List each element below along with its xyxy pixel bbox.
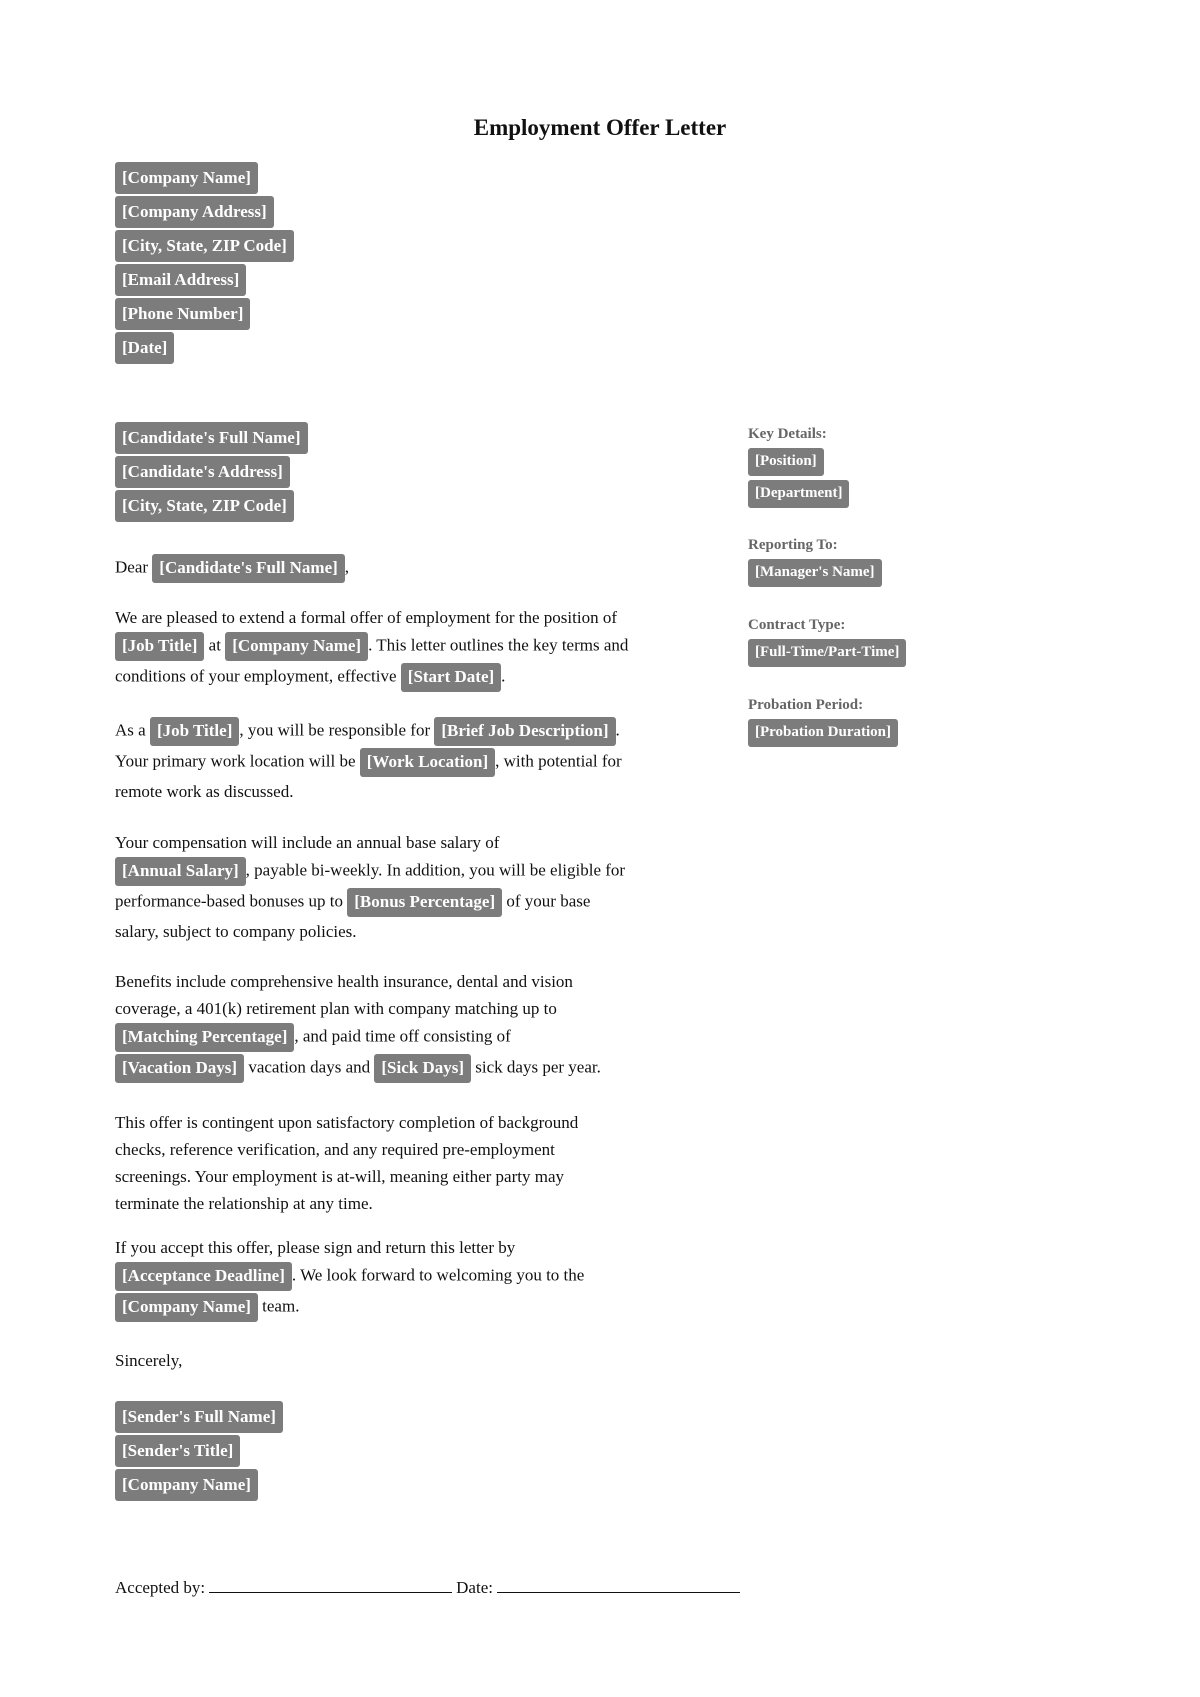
company-info-block <box>115 162 294 366</box>
greeting-prefix: Dear <box>115 557 149 577</box>
greeting-suffix: , <box>344 557 350 577</box>
sidebar-label: Reporting To: <box>748 537 838 553</box>
greeting-name-placeholder[interactable]: [Candidate's Full Name] <box>152 554 345 583</box>
paragraph-responsibilities <box>115 716 660 805</box>
sidebar-label: Key Details: <box>748 426 827 442</box>
text-line: coverage, a 401(k) retirement plan with company matching up to <box>115 999 557 1018</box>
text-line: terminate the relationship at any time. <box>115 1194 373 1213</box>
company-email-placeholder[interactable]: [Email Address] <box>115 264 246 296</box>
text-line: checks, reference verification, and any required pre-employment <box>115 1140 555 1159</box>
sidebar-reporting-to <box>748 535 1008 587</box>
department-placeholder[interactable]: [Department] <box>748 480 849 508</box>
candidate-info-block <box>115 422 308 524</box>
text-line: We are pleased to extend a formal offer of employment for the position of <box>115 608 618 627</box>
company-name-placeholder[interactable]: [Company Name] <box>225 632 368 661</box>
sidebar-probation-period <box>748 695 1008 747</box>
signature-block <box>115 1401 283 1503</box>
sidebar-label: Probation Period: <box>748 697 864 713</box>
text-segment: of your base <box>506 891 591 911</box>
sick-days-placeholder[interactable]: [Sick Days] <box>374 1054 471 1083</box>
company-city-placeholder[interactable]: [City, State, ZIP Code] <box>115 230 294 262</box>
text-line: screenings. Your employment is at-will, meaning either party may <box>115 1167 564 1186</box>
date-blank[interactable] <box>497 1576 740 1593</box>
contract-type-placeholder[interactable]: [Full-Time/Part-Time] <box>748 639 906 667</box>
paragraph-compensation <box>115 829 660 945</box>
bonus-percentage-placeholder[interactable]: [Bonus Percentage] <box>347 888 502 917</box>
vacation-days-placeholder[interactable]: [Vacation Days] <box>115 1054 244 1083</box>
text-line: salary, subject to company policies. <box>115 922 357 941</box>
candidate-city-placeholder[interactable]: [City, State, ZIP Code] <box>115 490 294 522</box>
company-phone-placeholder[interactable]: [Phone Number] <box>115 298 250 330</box>
work-location-placeholder[interactable]: [Work Location] <box>360 748 495 777</box>
paragraph-contingency <box>115 1109 660 1217</box>
manager-name-placeholder[interactable]: [Manager's Name] <box>748 559 882 587</box>
sender-name-placeholder[interactable]: [Sender's Full Name] <box>115 1401 283 1433</box>
paragraph-acceptance <box>115 1234 660 1323</box>
document-title: Employment Offer Letter <box>473 115 727 140</box>
candidate-name-placeholder[interactable]: [Candidate's Full Name] <box>115 422 308 454</box>
closing: Sincerely, <box>115 1351 183 1370</box>
company-address-placeholder[interactable]: [Company Address] <box>115 196 274 228</box>
text-segment: . We look forward to welcoming you to the <box>291 1265 585 1285</box>
company-name-placeholder[interactable]: [Company Name] <box>115 1469 258 1501</box>
text-line: Benefits include comprehensive health insurance, dental and vision <box>115 972 573 991</box>
paragraph-benefits <box>115 968 660 1084</box>
text-segment: , payable bi-weekly. In addition, you will be eligible for <box>245 860 626 880</box>
signature-blank[interactable] <box>209 1576 452 1593</box>
text-segment: , and paid time off consisting of <box>294 1026 511 1046</box>
job-description-placeholder[interactable]: [Brief Job Description] <box>434 717 615 746</box>
company-name-placeholder[interactable]: [Company Name] <box>115 162 258 194</box>
company-name-placeholder[interactable]: [Company Name] <box>115 1293 258 1322</box>
candidate-address-placeholder[interactable]: [Candidate's Address] <box>115 456 290 488</box>
text-segment: . This letter outlines the key terms and <box>368 635 629 655</box>
date-label: Date: <box>456 1578 493 1597</box>
text-segment: Your primary work location will be <box>115 751 356 771</box>
start-date-placeholder[interactable]: [Start Date] <box>401 663 501 692</box>
position-placeholder[interactable]: [Position] <box>748 448 824 476</box>
date-placeholder[interactable]: [Date] <box>115 332 174 364</box>
text-segment: at <box>208 635 221 655</box>
text-segment: . <box>501 666 506 686</box>
acceptance-deadline-placeholder[interactable]: [Acceptance Deadline] <box>115 1262 292 1291</box>
job-title-placeholder[interactable]: [Job Title] <box>115 632 204 661</box>
acceptance-line <box>115 1576 744 1600</box>
job-title-placeholder[interactable]: [Job Title] <box>150 717 239 746</box>
text-segment: sick days per year. <box>475 1057 601 1077</box>
text-line: Your compensation will include an annual base salary of <box>115 833 500 852</box>
text-segment: vacation days and <box>248 1057 371 1077</box>
paragraph-offer <box>115 604 660 693</box>
sidebar-key-details <box>748 424 1008 508</box>
text-segment: . <box>615 720 620 740</box>
text-line: remote work as discussed. <box>115 782 294 801</box>
text-segment: conditions of your employment, effective <box>115 666 397 686</box>
annual-salary-placeholder[interactable]: [Annual Salary] <box>115 857 246 886</box>
text-segment: , with potential for <box>495 751 622 771</box>
probation-duration-placeholder[interactable]: [Probation Duration] <box>748 719 898 747</box>
greeting <box>115 553 660 584</box>
accepted-by-label: Accepted by: <box>115 1578 206 1597</box>
text-line: This offer is contingent upon satisfactory completion of background <box>115 1113 579 1132</box>
sidebar-contract-type <box>748 615 1008 667</box>
text-segment: As a <box>115 720 146 740</box>
text-segment: , you will be responsible for <box>239 720 431 740</box>
text-segment: team. <box>262 1296 300 1316</box>
sender-title-placeholder[interactable]: [Sender's Title] <box>115 1435 240 1467</box>
sidebar-label: Contract Type: <box>748 617 846 633</box>
text-line: If you accept this offer, please sign and return this letter by <box>115 1238 516 1257</box>
text-segment: performance-based bonuses up to <box>115 891 344 911</box>
matching-percentage-placeholder[interactable]: [Matching Percentage] <box>115 1023 294 1052</box>
